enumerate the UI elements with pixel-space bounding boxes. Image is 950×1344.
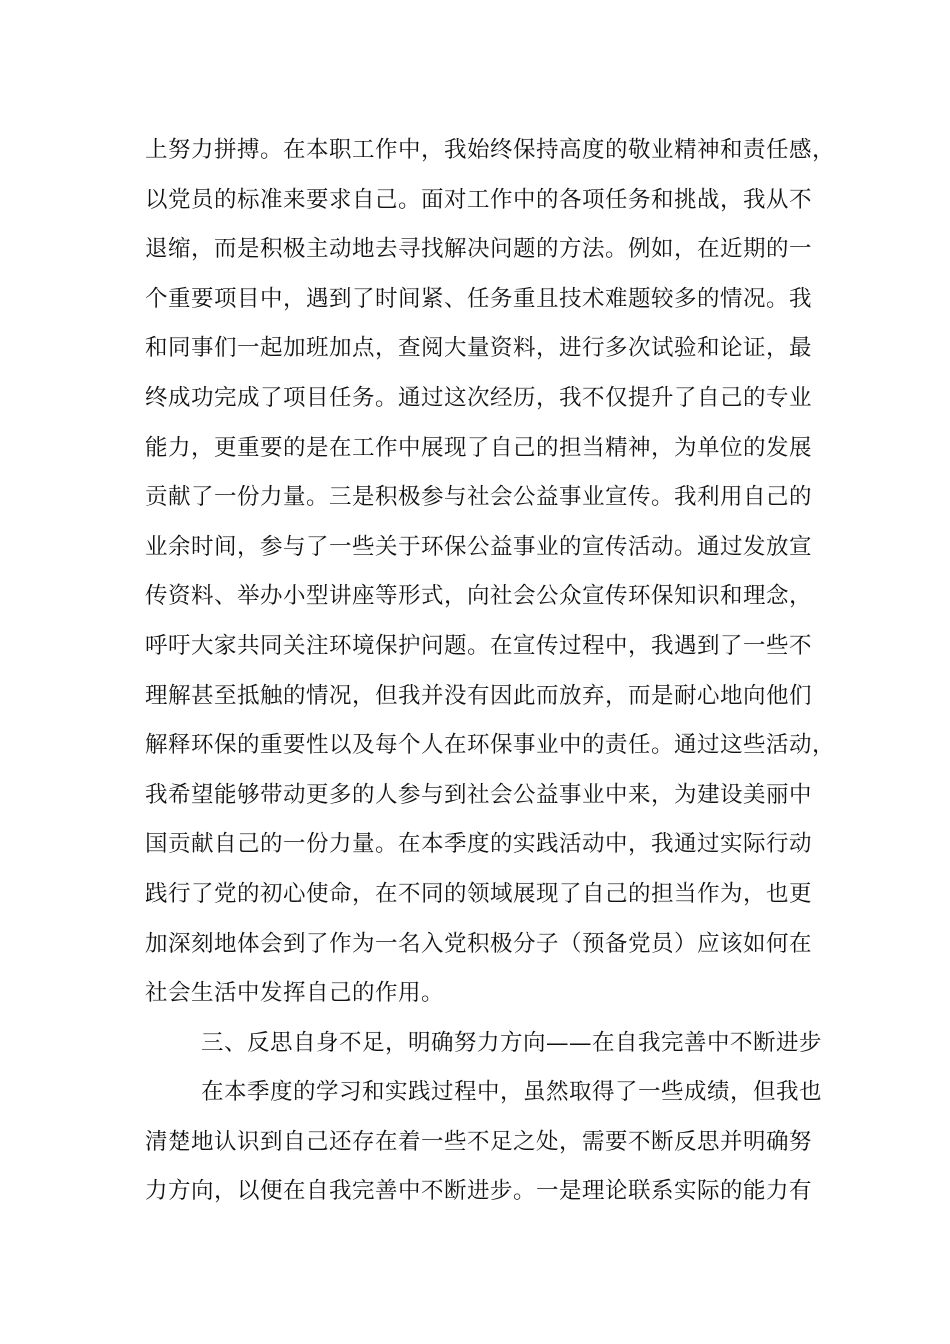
text-line: 呼吁大家共同关注环境保护问题。在宣传过程中，我遇到了一些不 xyxy=(145,632,813,659)
body-text xyxy=(145,126,836,1217)
text-line: 理解甚至抵触的情况，但我并没有因此而放弃，而是耐心地向他们 xyxy=(145,682,813,709)
text-line: 终成功完成了项目任务。通过这次经历，我不仅提升了自己的专业 xyxy=(145,384,813,411)
text-line: 加深刻地体会到了作为一名入党积极分子（预备党员）应该如何在 xyxy=(145,930,813,957)
text-line: 退缩，而是积极主动地去寻找解决问题的方法。例如，在近期的一 xyxy=(145,236,813,263)
text-line: 社会生活中发挥自己的作用。 xyxy=(145,980,445,1007)
text-line: 在本季度的学习和实践过程中，虽然取得了一些成绩，但我也 xyxy=(201,1079,823,1106)
text-line: 和同事们一起加班加点，查阅大量资料，进行多次试验和论证，最 xyxy=(145,335,813,362)
text-line: 清楚地认识到自己还存在着一些不足之处，需要不断反思并明确努 xyxy=(145,1128,813,1155)
text-line: 力方向，以便在自我完善中不断进步。一是理论联系实际的能力有 xyxy=(145,1178,813,1205)
text-line: 业余时间，参与了一些关于环保公益事业的宣传活动。通过发放宣 xyxy=(145,533,813,560)
text-line: 上努力拼搏。在本职工作中，我始终保持高度的敬业精神和责任感， xyxy=(145,137,836,163)
text-line: 个重要项目中，遇到了时间紧、任务重且技术难题较多的情况。我 xyxy=(145,285,813,312)
text-line: 能力，更重要的是在工作中展现了自己的担当精神，为单位的发展 xyxy=(145,434,813,461)
section-heading: 三、反思自身不足，明确努力方向——在自我完善中不断进步 xyxy=(201,1029,823,1056)
text-line: 践行了党的初心使命，在不同的领域展现了自己的担当作为，也更 xyxy=(145,880,813,907)
text-line: 贡献了一份力量。三是积极参与社会公益事业宣传。我利用自己的 xyxy=(145,484,813,511)
text-line: 国贡献自己的一份力量。在本季度的实践活动中，我通过实际行动 xyxy=(145,831,813,858)
text-line: 我希望能够带动更多的人参与到社会公益事业中来，为建设美丽中 xyxy=(145,781,813,808)
text-line: 传资料、举办小型讲座等形式，向社会公众宣传环保知识和理念， xyxy=(145,583,813,610)
text-line: 解释环保的重要性以及每个人在环保事业中的责任。通过这些活动， xyxy=(145,732,836,759)
text-line: 以党员的标准来要求自己。面对工作中的各项任务和挑战，我从不 xyxy=(145,186,813,213)
